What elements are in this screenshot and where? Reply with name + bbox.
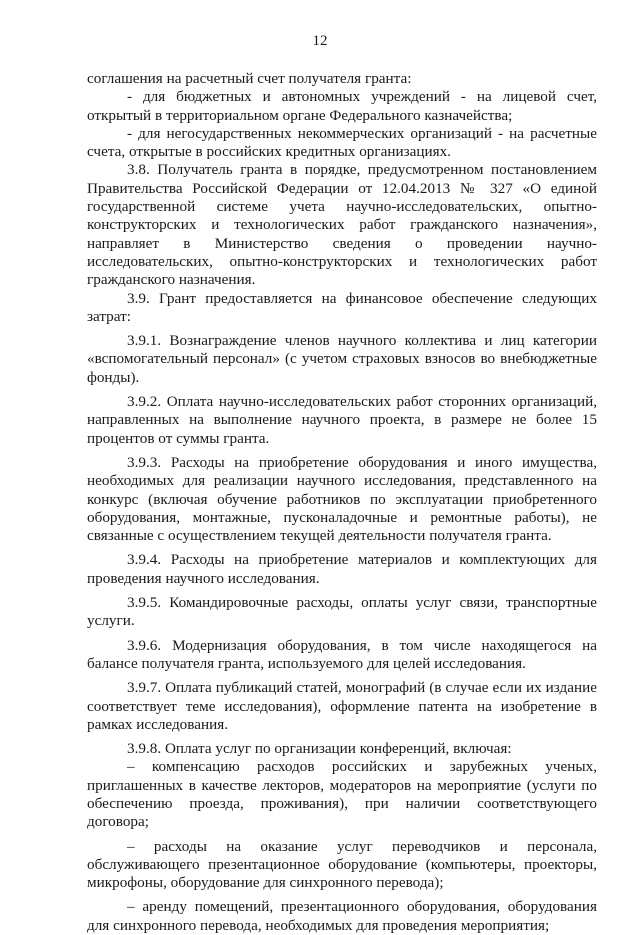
list-item-premises-rental: – аренду помещений, презентационного оборудования, оборудования для синхронного перевода, необходимых для проведения мероприятия;: [87, 898, 597, 934]
clause-3-9: 3.9. Грант предоставляется на финансовое обеспечение следующих затрат:: [87, 289, 597, 325]
page-number: 12: [312, 33, 328, 49]
paragraph-continuation: соглашения на расчетный счет получателя гранта:: [87, 70, 412, 87]
clause-3-9-3: 3.9.3. Расходы на приобретение оборудования и иного имущества, необходимых для реализации научного исследования, представленного на конкурс (включая обучение работников по эксплуатации приобретенного оборудования, монтажные, пусконаладочные и ремонтные работы), не связанные с осуществлением текущей деятельности получателя гранта.: [87, 453, 597, 545]
list-item-translator-services: – расходы на оказание услуг переводчиков и персонала, обслуживающего презентационное оборудование (компьютеры, проекторы, микрофоны, оборудование для синхронного перевода);: [87, 837, 597, 892]
list-item-nonprofit-organizations: - для негосударственных некоммерческих организаций - на расчетные счета, открытые в российских кредитных организациях.: [87, 124, 597, 161]
clause-3-9-7: 3.9.7. Оплата публикаций статей, монографий (в случае если их издание соответствует теме исследования), оформление патента на изобретение в рамках исследования.: [87, 679, 597, 733]
clause-3-9-6: 3.9.6. Модернизация оборудования, в том числе находящегося на балансе получателя гранта, используемого для целей исследования.: [87, 636, 597, 672]
clause-3-9-4: 3.9.4. Расходы на приобретение материалов и комплектующих для проведения научного исследования.: [87, 551, 597, 587]
clause-3-9-8: 3.9.8. Оплата услуг по организации конференций, включая:: [127, 740, 512, 758]
clause-3-8: 3.8. Получатель гранта в порядке, предусмотренном постановлением Правительства Российской Федерации от 12.04.2013 № 327 «О единой государственной системе учета научно-исследовательских, опытно-конструкторских и технологических работ гражданского назначения», направляет в Министерство сведения о проведении научно-исследовательских, опытно-конструкторских и технологических работ гражданского назначения.: [87, 161, 597, 289]
clause-3-9-2: 3.9.2. Оплата научно-исследовательских работ сторонних организаций, направленных на выполнение научного проекта, в размере не более 15 процентов от суммы гранта.: [87, 393, 597, 447]
clause-3-9-5: 3.9.5. Командировочные расходы, оплаты услуг связи, транспортные услуги.: [87, 594, 597, 630]
list-item-lecturer-compensation: – компенсацию расходов российских и зарубежных ученых, приглашенных в качестве лекторов, модераторов на мероприятие (услуги по обеспечению проезда, проживания), при наличии соответствующего договора;: [87, 758, 597, 831]
clause-3-9-1: 3.9.1. Вознаграждение членов научного коллектива и лиц категории «вспомогательный персонал» (с учетом страховых взносов во внебюджетные фонды).: [87, 332, 597, 386]
document-body: [87, 70, 597, 935]
list-item-budget-institutions: - для бюджетных и автономных учреждений - на лицевой счет, открытый в территориальном органе Федерального казначейства;: [87, 88, 597, 124]
